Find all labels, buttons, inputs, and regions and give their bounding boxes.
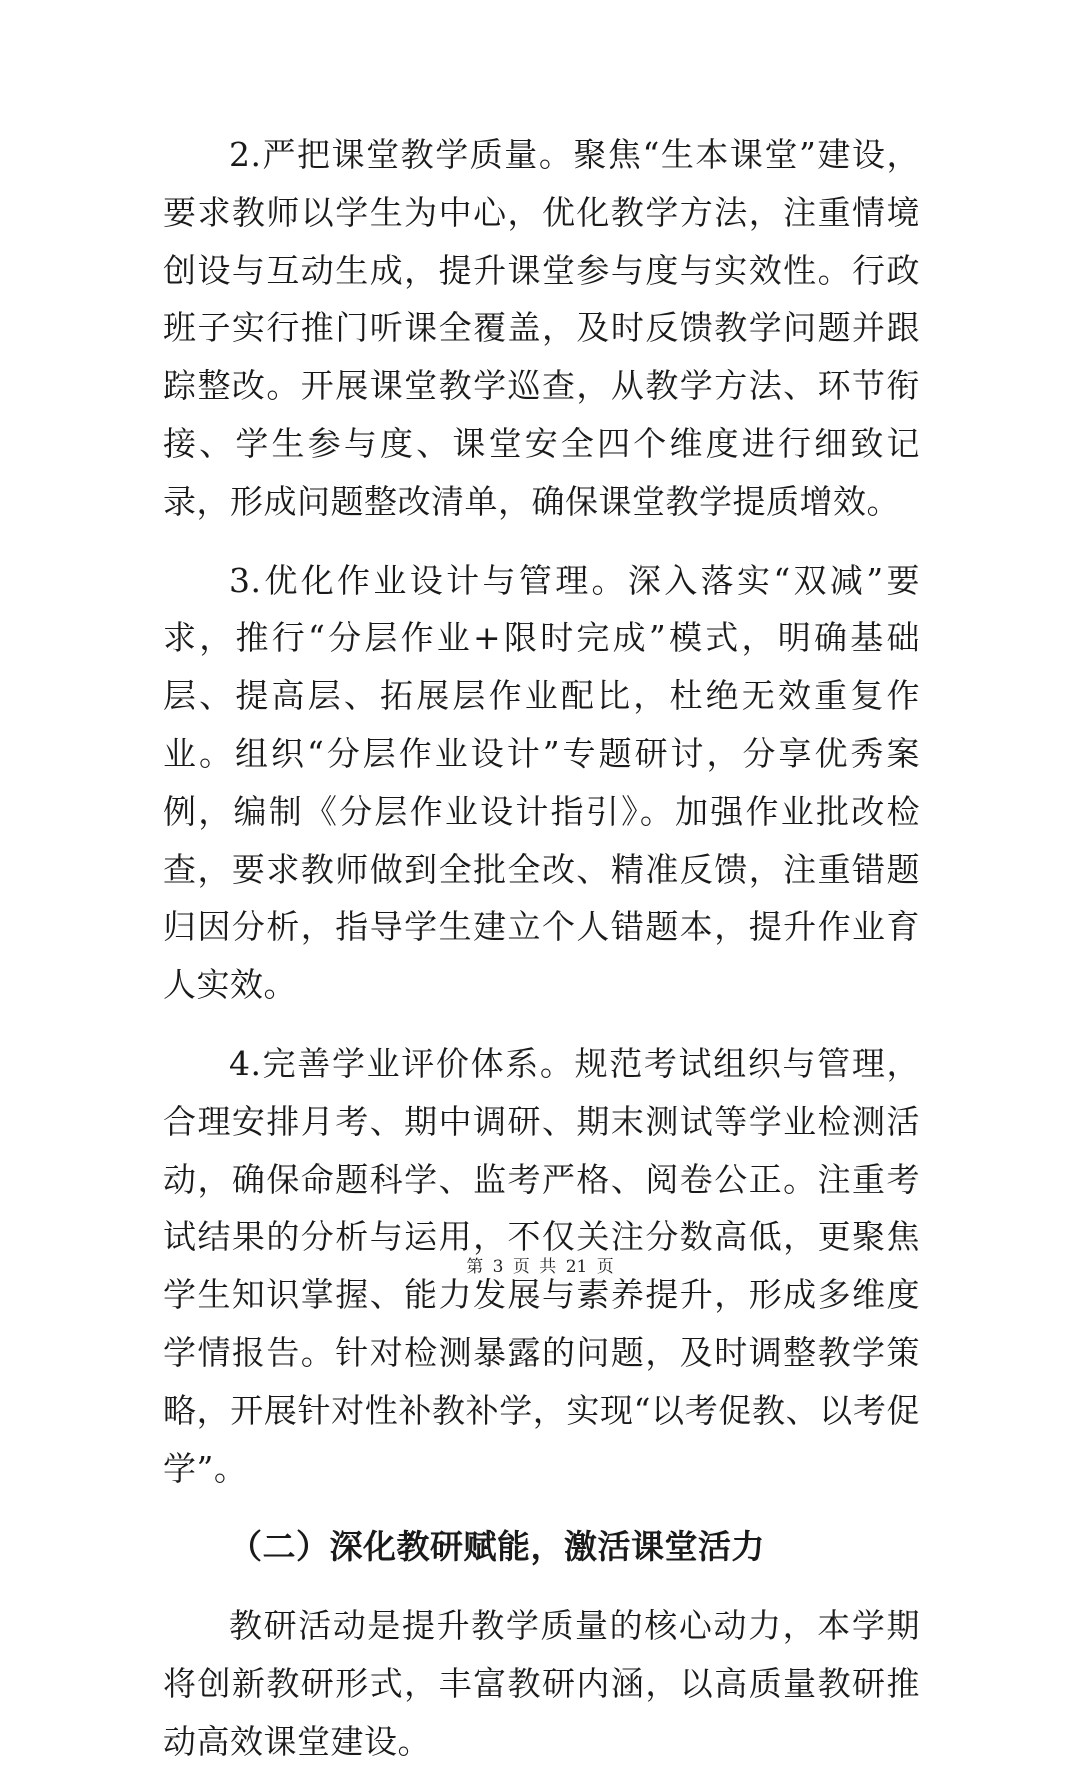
paragraph-teaching-research: 教研活动是提升教学质量的核心动力，本学期将创新教研形式，丰富教研内涵，以高质量教研推动高效课堂建设。 <box>163 1606 920 1761</box>
page-body <box>163 126 920 1792</box>
page-number-footer: 第 3 页 共 21 页 <box>466 1257 614 1277</box>
paragraph-homework-design: 3.优化作业设计与管理。深入落实“双减”要求，推行“分层作业+限时完成”模式，明确基础层、提高层、拓展层作业配比，杜绝无效重复作业。组织“分层作业设计”专题研讨，分享优秀案例，编制《分层作业设计指引》。加强作业批改检查，要求教师做到全批全改、精准反馈，注重错题归因分析，指导学生建立个人错题本，提升作业育人实效。 <box>163 560 920 1005</box>
paragraph-classroom-quality: 2.严把课堂教学质量。聚焦“生本课堂”建设，要求教师以学生为中心，优化教学方法，注重情境创设与互动生成，提升课堂参与度与实效性。行政班子实行推门听课全覆盖，及时反馈教学问题并跟踪整改。开展课堂教学巡查，从教学方法、环节衔接、学生参与度、课堂安全四个维度进行细致记录，形成问题整改清单，确保课堂教学提质增效。 <box>163 135 920 521</box>
section-heading: （二）深化教研赋能，激活课堂活力 <box>229 1527 765 1567</box>
paragraph-academic-evaluation: 4.完善学业评价体系。规范考试组织与管理，合理安排月考、期中调研、期末测试等学业检测活动，确保命题科学、监考严格、阅卷公正。注重考试结果的分析与运用，不仅关注分数高低，更聚焦学生知识掌握、能力发展与素养提升，形成多维度学情报告。针对检测暴露的问题，及时调整教学策略，开展针对性补教补学，实现“以考促教、以考促学”。 <box>163 1043 920 1488</box>
